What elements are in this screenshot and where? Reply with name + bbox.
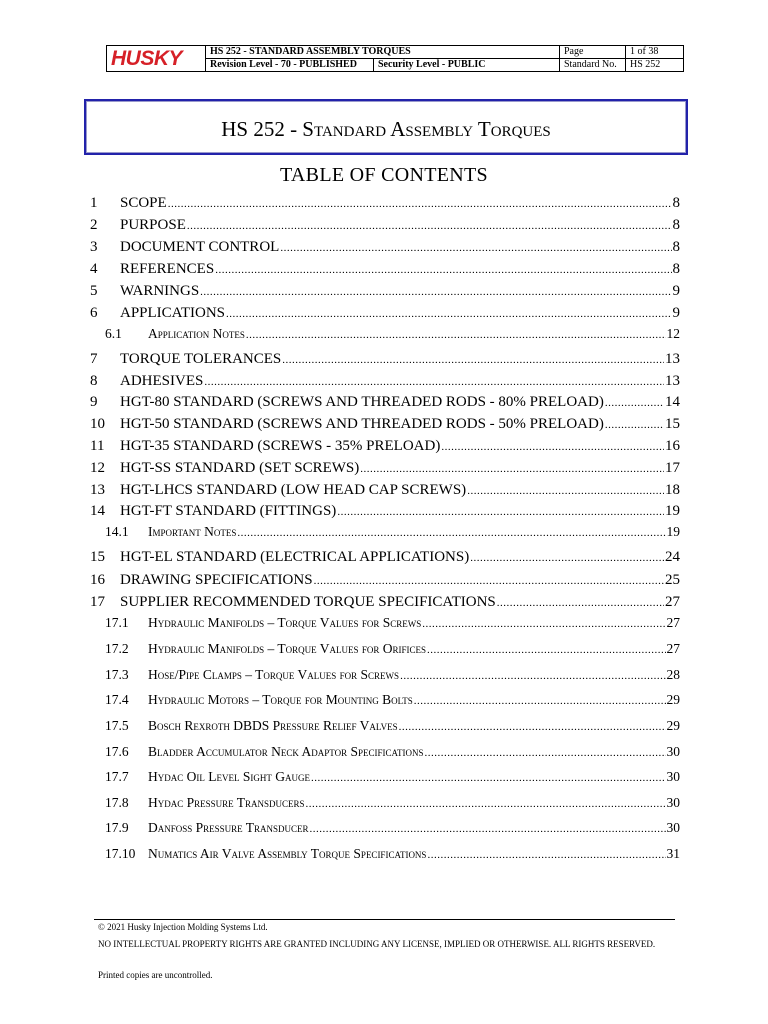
toc-entry[interactable] — [105, 667, 680, 684]
toc-dot-leader — [360, 460, 664, 478]
toc-dot-leader — [226, 305, 671, 323]
toc-dot-leader — [314, 572, 664, 590]
toc-entry-number: 17.8 — [105, 795, 129, 810]
toc-entry-title[interactable]: APPLICATIONS — [120, 305, 226, 321]
toc-entry[interactable] — [105, 524, 680, 541]
toc-entry-number: 17.1 — [105, 615, 129, 630]
toc-entry-number: 11 — [90, 438, 105, 454]
toc-entry-title[interactable]: Numatics Air Valve Assembly Torque Specifications — [148, 846, 427, 861]
toc-dot-leader — [311, 770, 666, 786]
toc-entry-title[interactable]: HGT-SS STANDARD (SET SCREWS) — [120, 460, 360, 476]
toc-dot-leader — [280, 239, 671, 257]
title-box — [84, 99, 688, 155]
toc-dot-leader — [187, 217, 672, 235]
toc-entry-title[interactable]: DOCUMENT CONTROL — [120, 239, 280, 255]
toc-entry-page[interactable]: 16 — [665, 438, 680, 454]
toc-entry-number: 4 — [90, 261, 98, 277]
toc-entry-title[interactable]: Hose/Pipe Clamps – Torque Values for Screws — [148, 667, 400, 682]
toc-dot-leader — [215, 261, 671, 279]
toc-entry-title[interactable]: Hydac Pressure Transducers — [148, 795, 305, 810]
document-header — [106, 45, 684, 72]
toc-entry-number: 2 — [90, 217, 98, 233]
toc-entry-page[interactable]: 30 — [666, 744, 680, 759]
toc-dot-leader — [282, 351, 664, 369]
toc-dot-leader — [427, 847, 665, 863]
toc-entry[interactable] — [90, 282, 680, 301]
toc-entry-number: 1 — [90, 195, 98, 211]
toc-dot-leader — [422, 616, 665, 632]
logo-cell — [107, 46, 206, 71]
header-security: Security Level - PUBLIC — [374, 59, 560, 71]
toc-entry-page[interactable]: 18 — [665, 482, 680, 498]
toc-entry-page[interactable]: 30 — [666, 795, 680, 810]
toc-dot-leader — [441, 438, 664, 456]
toc-entry-number: 17.4 — [105, 692, 129, 707]
toc-entry-title[interactable]: Bladder Accumulator Neck Adaptor Specifications — [148, 744, 424, 759]
toc-entry-title[interactable]: TORQUE TOLERANCES — [120, 351, 282, 367]
toc-entry-page[interactable]: 9 — [672, 305, 680, 321]
toc-entry-title[interactable]: HGT-LHCS STANDARD (LOW HEAD CAP SCREWS) — [120, 482, 467, 498]
toc-dot-leader — [467, 482, 664, 500]
header-page-label: Page — [560, 46, 626, 59]
header-title: HS 252 - STANDARD ASSEMBLY TORQUES — [206, 46, 560, 59]
toc-entry-title[interactable]: WARNINGS — [120, 283, 200, 299]
header-page-value: 1 of 38 — [626, 46, 683, 59]
footer-rights: NO INTELLECTUAL PROPERTY RIGHTS ARE GRANTED INCLUDING ANY LICENSE, IMPLIED OR OTHERWISE. ALL RIGHTS RESERVED. — [98, 939, 656, 949]
toc-entry[interactable] — [90, 571, 680, 590]
toc-dot-leader — [400, 668, 665, 684]
toc-entry-number: 17.9 — [105, 820, 129, 835]
toc-entry-page[interactable]: 8 — [672, 217, 680, 233]
toc-dot-leader — [204, 373, 664, 391]
toc-entry-title[interactable]: Application Notes — [148, 326, 245, 341]
toc-entry-page[interactable]: 14 — [665, 394, 680, 410]
toc-dot-leader — [237, 525, 665, 541]
toc-entry-title[interactable]: Important Notes — [148, 524, 237, 539]
toc-entry-number: 12 — [90, 460, 105, 476]
toc-dot-leader — [399, 719, 666, 735]
toc-entry[interactable] — [90, 437, 680, 456]
toc-entry[interactable] — [90, 593, 680, 612]
toc-dot-leader — [246, 327, 666, 343]
footer-printed-note: Printed copies are uncontrolled. — [98, 970, 213, 980]
toc-entry-number: 17.7 — [105, 769, 129, 784]
toc-entry[interactable] — [90, 459, 680, 478]
toc-entry-title[interactable]: HGT-EL STANDARD (ELECTRICAL APPLICATIONS) — [120, 549, 470, 565]
toc-entry-page[interactable]: 19 — [666, 524, 680, 539]
toc-entry-title[interactable]: Hydraulic Manifolds – Torque Values for Screws — [148, 615, 422, 630]
toc-entry-title[interactable]: Hydraulic Motors – Torque for Mounting Bolts — [148, 692, 413, 707]
toc-entry[interactable] — [90, 216, 680, 235]
toc-entry[interactable] — [90, 238, 680, 257]
toc-entry-page[interactable]: 12 — [666, 326, 680, 341]
toc-entry-title[interactable]: ADHESIVES — [120, 373, 204, 389]
toc-entry-page[interactable]: 31 — [666, 846, 680, 861]
toc-entry[interactable] — [105, 846, 680, 863]
toc-entry-number: 17.6 — [105, 744, 129, 759]
header-revision: Revision Level - 70 - PUBLISHED — [206, 59, 374, 71]
toc-entry-number: 14 — [90, 503, 105, 519]
toc-entry-page[interactable]: 17 — [665, 460, 680, 476]
footer-divider — [94, 919, 675, 920]
toc-entry-number: 16 — [90, 572, 105, 588]
toc-entry-page[interactable]: 25 — [665, 572, 680, 588]
toc-entry-number: 13 — [90, 482, 105, 498]
document-title: HS 252 - Standard Assembly Torques — [221, 117, 551, 141]
toc-entry-page[interactable]: 13 — [665, 351, 680, 367]
toc-entry-page[interactable]: 15 — [665, 416, 680, 432]
toc-dot-leader — [306, 796, 666, 812]
toc-entry-number: 8 — [90, 373, 98, 389]
toc-entry-number: 6.1 — [105, 326, 122, 341]
toc-entry[interactable] — [90, 304, 680, 323]
toc-entry-title[interactable]: HGT-50 STANDARD (SCREWS AND THREADED RODS - 50% PRELOAD) — [120, 416, 604, 432]
toc-entry-page[interactable]: 27 — [666, 641, 680, 656]
toc-entry-page[interactable]: 29 — [666, 692, 680, 707]
toc-entry-title[interactable]: REFERENCES — [120, 261, 215, 277]
toc-entry[interactable] — [90, 260, 680, 279]
header-standard-value: HS 252 — [630, 59, 661, 70]
toc-entry-number: 15 — [90, 549, 105, 565]
toc-entry-page[interactable]: 24 — [665, 549, 680, 565]
toc-entry-page[interactable]: 28 — [666, 667, 680, 682]
toc-entry-title[interactable]: HGT-FT STANDARD (FITTINGS) — [120, 503, 337, 519]
toc-entry-number: 17.10 — [105, 846, 136, 861]
toc-entry-page[interactable]: 29 — [666, 718, 680, 733]
toc-entry-number: 17.3 — [105, 667, 129, 682]
toc-entry[interactable] — [90, 481, 680, 500]
toc-entry-title[interactable]: PURPOSE — [120, 217, 186, 233]
toc-dot-leader — [605, 394, 664, 412]
toc-dot-leader — [424, 745, 665, 761]
toc-entry-number: 6 — [90, 305, 98, 321]
toc-entry-title[interactable]: Hydac Oil Level Sight Gauge — [148, 769, 310, 784]
toc-dot-leader — [200, 283, 671, 301]
toc-entry-number: 17.5 — [105, 718, 129, 733]
toc-dot-leader — [497, 594, 664, 612]
toc-dot-leader — [605, 416, 664, 434]
toc-entry-title[interactable]: Hydraulic Manifolds – Torque Values for Orifices — [148, 641, 427, 656]
toc-entry[interactable] — [90, 415, 680, 434]
toc-entry-page[interactable]: 8 — [672, 195, 680, 211]
toc-dot-leader — [427, 642, 665, 658]
toc-entry[interactable] — [105, 820, 680, 837]
toc-entry[interactable] — [90, 502, 680, 521]
toc-entry-page[interactable]: 30 — [666, 820, 680, 835]
toc-entry-page[interactable]: 27 — [665, 594, 680, 610]
footer-copyright: © 2021 Husky Injection Molding Systems Ltd. — [98, 922, 268, 932]
toc-heading: TABLE OF CONTENTS — [280, 164, 488, 186]
toc-entry-number: 5 — [90, 283, 98, 299]
toc-entry-number: 7 — [90, 351, 98, 367]
toc-entry-number: 17.2 — [105, 641, 129, 656]
toc-entry-title[interactable]: HGT-35 STANDARD (SCREWS - 35% PRELOAD) — [120, 438, 441, 454]
toc-entry-title[interactable]: SUPPLIER RECOMMENDED TORQUE SPECIFICATIONS — [120, 594, 496, 610]
toc-entry[interactable] — [90, 372, 680, 391]
header-standard-label: Standard No. — [560, 59, 626, 71]
toc-entry[interactable] — [105, 692, 680, 709]
toc-entry-title[interactable]: Bosch Rexroth DBDS Pressure Relief Valves — [148, 718, 398, 733]
toc-dot-leader — [337, 503, 664, 521]
toc-entry-title[interactable]: SCOPE — [120, 195, 167, 211]
toc-dot-leader — [470, 549, 664, 567]
toc-entry-number: 10 — [90, 416, 105, 432]
toc-dot-leader — [168, 195, 672, 213]
toc-entry[interactable] — [105, 744, 680, 761]
husky-logo: HUSKY — [111, 47, 183, 70]
toc-entry[interactable] — [105, 718, 680, 735]
toc-entry-page[interactable]: 30 — [666, 769, 680, 784]
toc-entry[interactable] — [105, 795, 680, 812]
toc-dot-leader — [310, 821, 666, 837]
toc-entry-page[interactable]: 13 — [665, 373, 680, 389]
toc-entry-page[interactable]: 8 — [672, 261, 680, 277]
toc-entry[interactable] — [90, 350, 680, 369]
toc-dot-leader — [414, 693, 666, 709]
toc-entry-page[interactable]: 27 — [666, 615, 680, 630]
toc-entry[interactable] — [105, 769, 680, 786]
toc-entry[interactable] — [105, 326, 680, 343]
toc-entry-number: 9 — [90, 394, 98, 410]
toc-entry[interactable] — [90, 548, 680, 567]
toc-entry[interactable] — [90, 393, 680, 412]
toc-entry-title[interactable]: HGT-80 STANDARD (SCREWS AND THREADED RODS - 80% PRELOAD) — [120, 394, 604, 410]
toc-entry[interactable] — [105, 641, 680, 658]
toc-entry-page[interactable]: 8 — [672, 239, 680, 255]
toc-entry-number: 3 — [90, 239, 98, 255]
toc-entry-page[interactable]: 9 — [672, 283, 680, 299]
toc-entry[interactable] — [105, 615, 680, 632]
toc-entry-title[interactable]: DRAWING SPECIFICATIONS — [120, 572, 313, 588]
toc-entry-page[interactable]: 19 — [665, 503, 680, 519]
toc-entry-title[interactable]: Danfoss Pressure Transducer — [148, 820, 309, 835]
toc-entry[interactable] — [90, 194, 680, 213]
toc-entry-number: 17 — [90, 594, 105, 610]
toc-entry-number: 14.1 — [105, 524, 129, 539]
